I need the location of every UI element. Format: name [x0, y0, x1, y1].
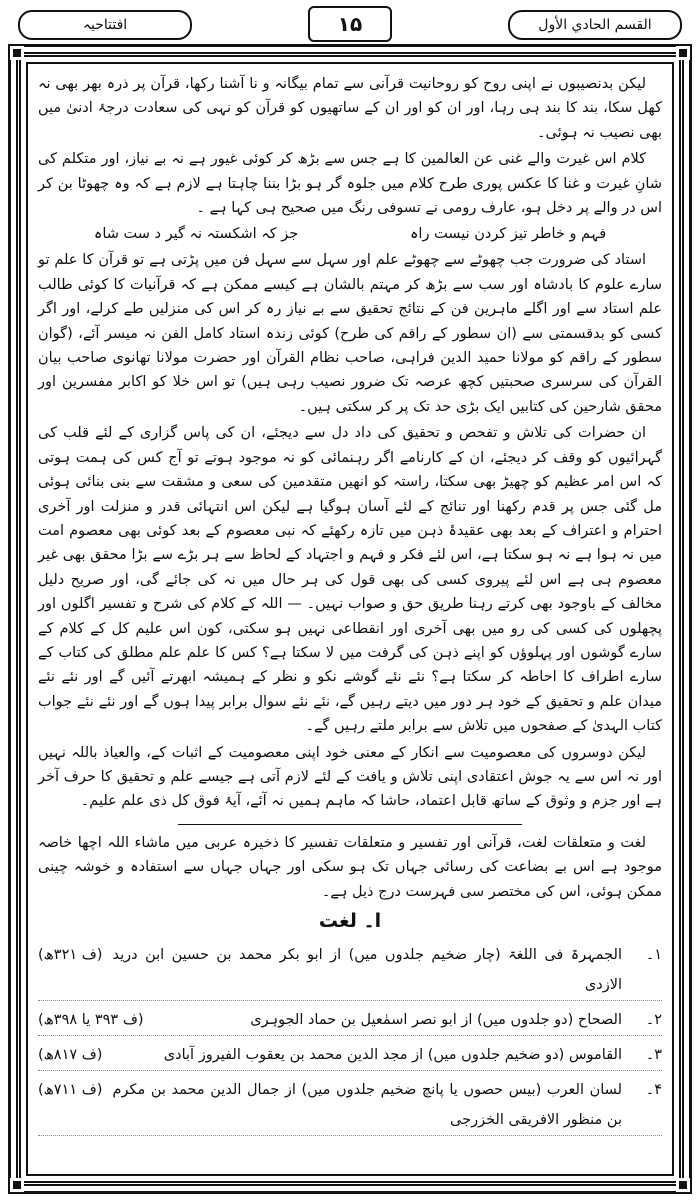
reference-item: [38, 1005, 662, 1036]
reference-text: لسان العرب (بیس حصوں یا پانچ ضخیم جلدوں میں) از جمال الدین محمد بن مکرم بن منظور الافریقی الخزرجی: [112, 1082, 622, 1128]
paragraph: ان حضرات کی تلاش و تفحص و تحقیق کی داد دل سے دیجئے، ان کی پاس گزاری کے لئے قلب کی گہرائیوں کو وقف کر دیجئے، ان کے کارنامے اگر رہنمائی کو نہ موجود ہوتے تو آج کس کی ہمت ہوتی کہ اس امر عظیم کو چھیڑ بھی سکتا، راستہ کو انھیں متقدمین کی سعی و مشقت سے بنی بنائی ہوئی مل گئی جس پر قدم رکھنا اور تنائج کے لئے آسان ہوگیا ہے لیکن اس انتہائی قدر و منزلت اور آخری احترام و اعتراف کے بعد بھی عقیدۂ ذہن میں تازہ رکھئے کہ نبی معصوم کے بعد کوئی بھی معصوم امت میں نہ ہوا ہے نہ ہو سکتا ہے، اس لئے فکر و فہم و اجتہاد کے لحاظ سے ہر بڑے سے بڑا محقق بھی غیر معصوم ہی ہے اس لئے پیروی کسی کی بھی قول کی ہر حال میں نہ کی جائے گی، اور صریح دلیل مخالف کے باوجود بھی کرتے رہنا طریق حق و صواب نہیں۔ — اللہ کے کلام کی شرح و تفسیر اگلوں اور پچھلوں کی کسی کی رو میں بھی آخری اور انقطاعی نہیں ہو سکتی، کون اس علیم کل کے کلام کے سارے گوشوں اور پہلوؤں کو اپنے ذہن کی گرفت میں لا سکتا ہے؟ کس کا علم علم مطلق کی کتاب کے سارے اطراف کا احاطہ کر سکتا ہے؟ نئے نئے گوشے نکو و نظر کے ہمیشہ ابھرتے آئیں گے اور نئے نئے میدان علم و تحقیق کے خود ہر دور میں دیتے رہیں گے، نئے نئے سوال برابر پیدا ہوں گے اور نئے نئے جواب کتاب الہدیٰ کے صفحوں میں تلاش سے برابر ملتے رہیں گے۔: [38, 425, 662, 735]
reference-text: الصحاح (دو جلدوں میں) از ابو نصر اسمٰعیل بن حماد الجوہری: [250, 1012, 622, 1028]
reference-number: ۳۔: [645, 1047, 662, 1063]
paragraph: لغت و متعلقات لغت، قرآنی اور تفسیر و متعلقات تفسیر کا ذخیرہ عربی میں ماشاء اللہ اچھا خاصہ موجود ہے اس بے بضاعت کی رسائی جہاں تک ہو سکی اور جہاں جہاں سے استفادہ و خوشہ چینی ممکن ہوئی، اس کی مختصر سی فہرست درج ذیل ہے۔: [38, 834, 662, 900]
corner-ornament-icon: [676, 46, 690, 60]
reference-text: الجمہرۃ فی اللغۃ (چار ضخیم جلدوں میں) از ابو بکر محمد بن حسین ابن درید الازدی: [112, 947, 622, 993]
verse-line-1: فہم و خاطر تیز کردن نیست راہ: [409, 226, 607, 243]
paragraph: لیکن دوسروں کی معصومیت سے انکار کے معنی خود اپنی معصومیت کے اثبات کے، والعیاذ باللہ نہیں اور نہ اس سے یہ جوش اعتقادی اپنی تلاش و یافت کے لئے لازم آتی ہے جیسے علم و تحقیق کا حرف آخر ہے اور جزم و وثوق کے ساتھ قابل اعتماد، حاشا کہ ماہم ہمیں نہ آئے، آیۂ فوق کل ذی علم علیم۔: [38, 744, 662, 810]
reference-item: [38, 1040, 662, 1071]
header-left-label: افتتاحیہ: [18, 10, 192, 40]
section-divider: [178, 824, 521, 825]
reference-date: (ف ۳۹۳ یا ۳۹۸ھ): [38, 1012, 144, 1028]
paragraph: کلام اس غیرت والے غنی عن العالمین کا ہے جس سے بڑھ کر کوئی غیور ہے نہ بے نیاز، اور متکلم کی شانِ غیرت و غنا کا عکس پوری طرح کلام میں جلوہ گر ہو بڑا بننا چاہتا ہے لازم ہے کہ وہ چھوٹا بن کر اس در والے پر دخل ہو، عارف رومی نے تسوفی رنگ میں صحیح ہی کہا ہے ۔: [38, 151, 662, 217]
reference-number: ۱۔: [645, 947, 662, 963]
reference-date: (ف ۳۲۱ھ): [38, 947, 103, 963]
paragraph: لیکن بدنصیبوں نے اپنی روح کو روحانیت قرآنی سے تمام بیگانہ و نا آشنا رکھا، قرآن پر ذرہ بھر بھی نہ کھل سکا، بند کا بند ہی رہا، اور ان کو اور ان کے ساتھیوں کو قرآن کو نہی کی سعادت درجۂ ادنیٰ میں بھی نصیب نہ ہوئی۔: [38, 76, 662, 141]
running-header: [8, 4, 692, 44]
paragraph: استاد کی ضرورت جب چھوٹے سے چھوٹے علم اور سہل سے سہل فن میں پڑتی ہے تو قرآن کا علم تو سارے علوم کا بادشاہ اور سب سے بڑھ کر مہتم بالشان ہے کیسے ممکن ہے کہ قرآنیات کا کوئی طالب علم استاد سے اور اگلے ماہرین فن کے نتائج تحقیق سے بے نیاز رہ کر اس کی منزلیں طے کرلے، اور اگر کسی کو بدقسمتی سے (ان سطور کے راقم کی طرح) کوئی زندہ استاد کامل الفن نہ میسر آئے، (گوان سطور کے راقم کو مولانا حمید الدین فراہی، صاحب نظام القرآن اور حضرت مولانا تھانوی صاحب بیان القرآن کی سرسری صحبتیں کچھ عرصہ تک ضرور نصیب رہی ہیں) تو اس خلا کو اکابر مفسرین اور محقق شارحین کی کتابیں ایک بڑی حد تک پر کر سکتی ہیں۔: [38, 252, 662, 415]
reference-item: [38, 940, 662, 1001]
persian-verse: [38, 222, 662, 246]
header-right-label: القسم الحادي الأول: [508, 10, 682, 40]
reference-number: ۴۔: [645, 1082, 662, 1098]
corner-ornament-icon: [10, 1178, 24, 1192]
corner-ornament-icon: [10, 46, 24, 60]
reference-date: (ف ۷۱۱ھ): [38, 1082, 103, 1098]
reference-text: القاموس (دو ضخیم جلدوں میں) از مجد الدین محمد بن یعقوب الفیروز آبادی: [163, 1047, 622, 1063]
body-text: [38, 72, 662, 1168]
corner-ornament-icon: [676, 1178, 690, 1192]
section-heading: ا۔ لغت: [318, 910, 382, 932]
reference-number: ۲۔: [645, 1012, 662, 1028]
verse-line-2: جز کہ اشکستہ نہ گیر د ست شاہ: [93, 226, 299, 243]
reference-item: [38, 1075, 662, 1136]
page-number: ۱۵: [308, 6, 392, 42]
reference-date: (ف ۸۱۷ھ): [38, 1047, 103, 1063]
